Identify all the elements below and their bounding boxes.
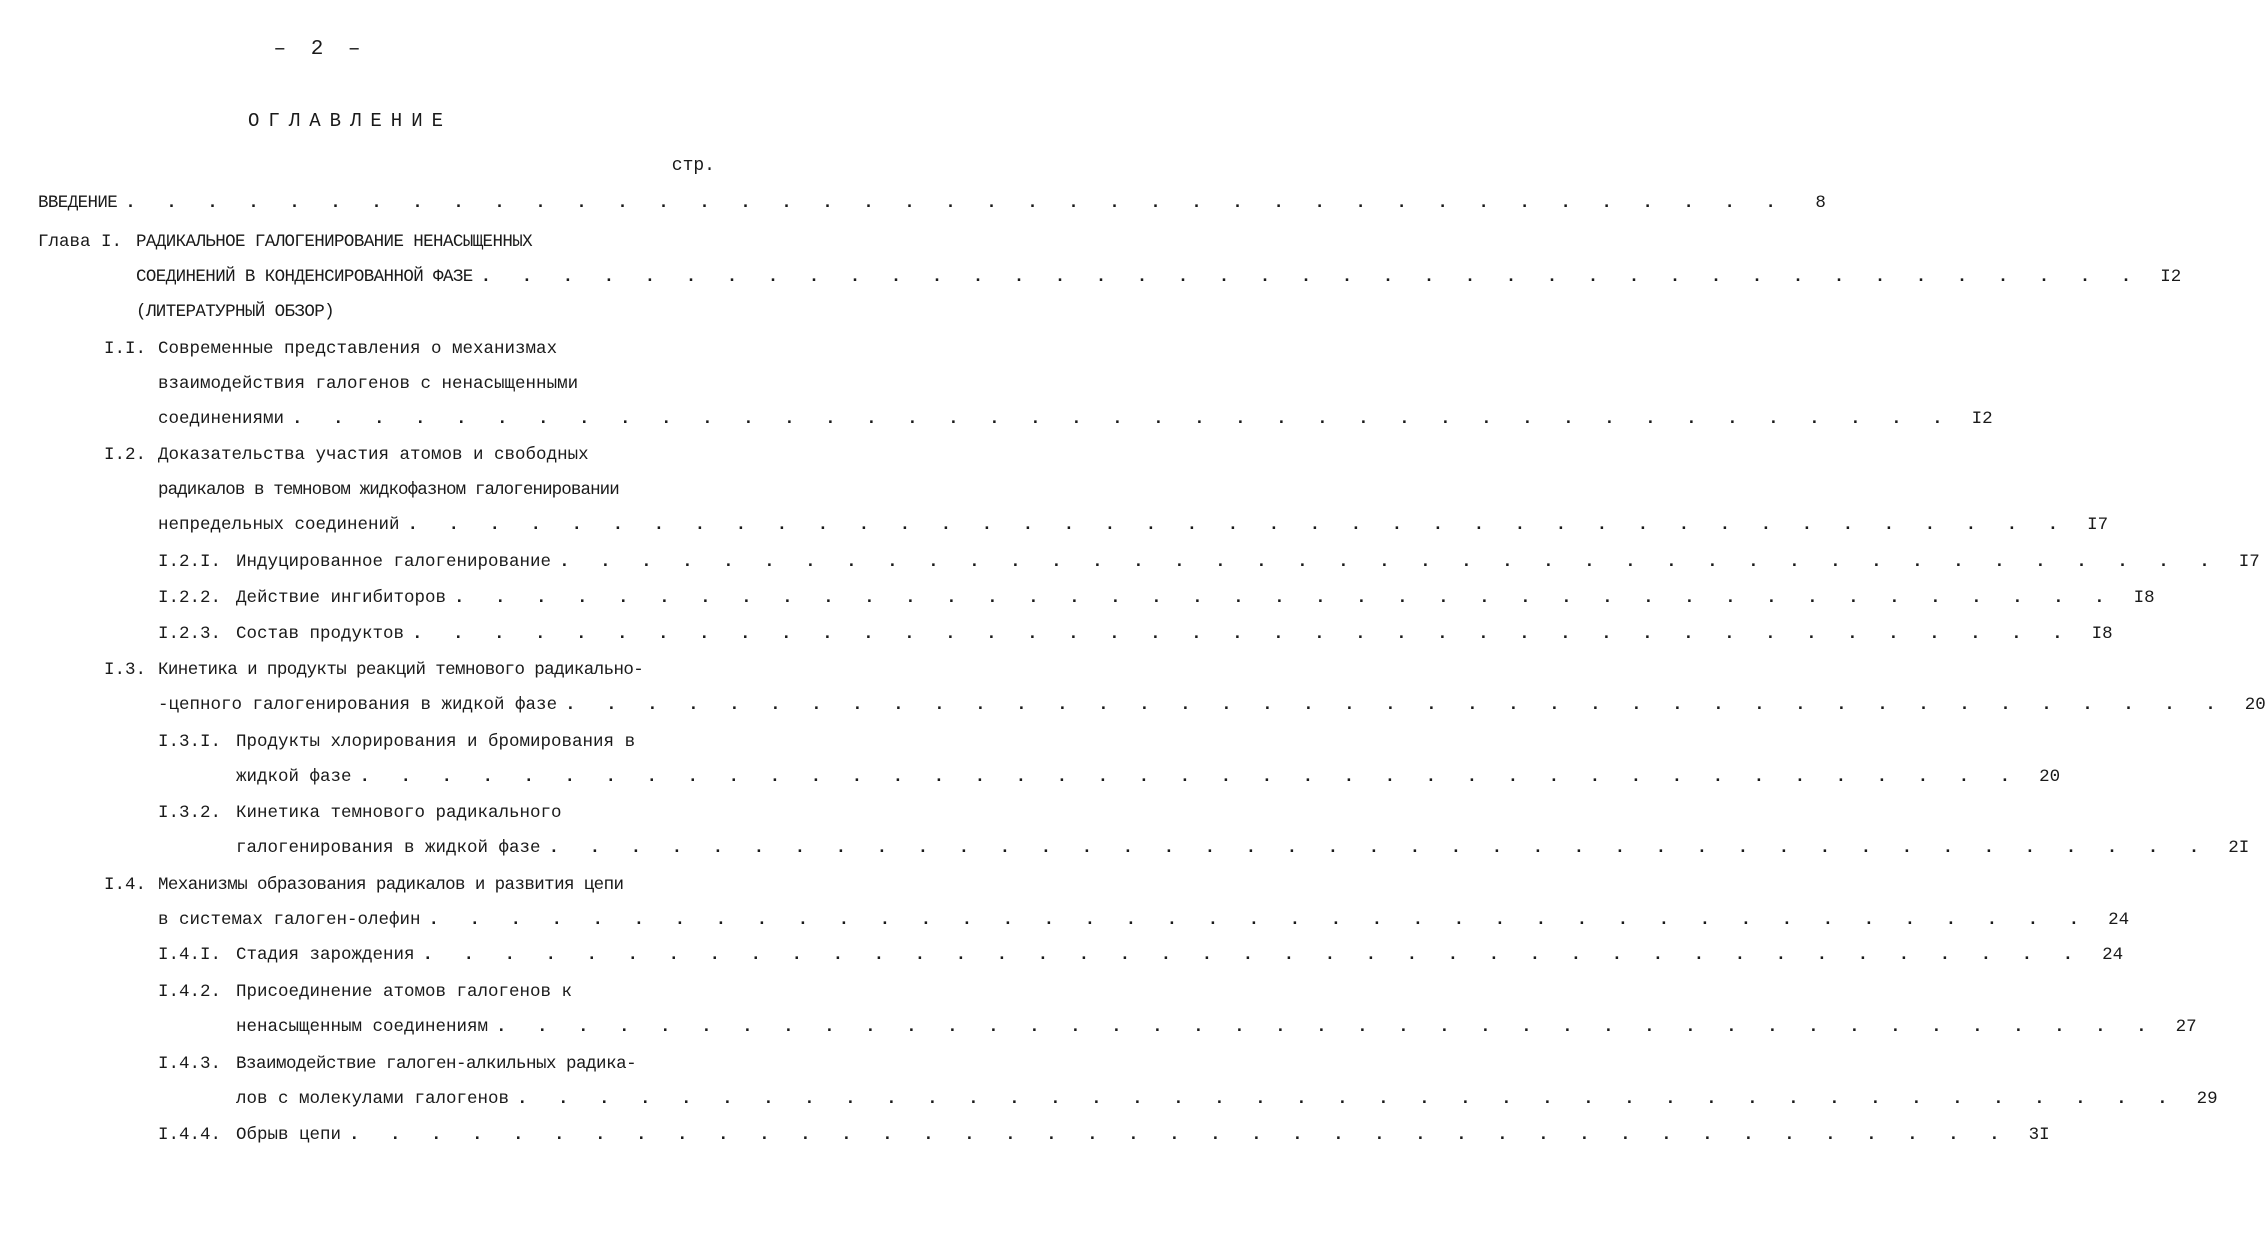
toc-entry-text: взаимодействия галогенов с ненасыщенными xyxy=(158,374,579,394)
toc-entry-s144[interactable] xyxy=(158,1121,2050,1149)
toc-leader-dots: . . . . . . . . . . . . . . . . . . . . . . . . . . . . . . . . . . . . . . . . . xyxy=(496,1017,2157,1037)
toc-entry-text: Кинетика темнового радикального xyxy=(236,803,562,823)
toc-entry-text: СОЕДИНЕНИЙ В КОНДЕНСИРОВАННОЙ ФАЗЕ xyxy=(136,267,473,287)
toc-entry-ch1-line1[interactable] xyxy=(38,228,714,256)
toc-entry-s132-line2[interactable] xyxy=(236,834,2250,862)
toc-entry-text: -цепного галогенирования в жидкой фазе xyxy=(158,695,558,715)
toc-page-number: 20 xyxy=(2039,767,2061,787)
toc-entry-s143-line2[interactable] xyxy=(236,1085,2218,1113)
toc-entry-s131-line2[interactable] xyxy=(236,763,2061,791)
toc-entry-s11-line2 xyxy=(158,370,714,398)
toc-entry-s12-line1[interactable] xyxy=(104,441,714,469)
toc-entry-text: Обрыв цепи xyxy=(236,1125,342,1145)
toc-entry-text: соединениями xyxy=(158,409,285,429)
toc-entry-text: ВВЕДЕНИЕ xyxy=(38,193,118,213)
toc-leader-dots: . . . . . . . . . . . . . . . . . . . . . . . . . . . . . . . . . . . . . . . . . xyxy=(548,838,2210,858)
toc-entry-text: Современные представления о механизмах xyxy=(158,339,558,359)
toc-entry-s143-line1[interactable] xyxy=(158,1050,714,1078)
toc-entry-s142-line2[interactable] xyxy=(236,1013,2197,1041)
toc-leader-dots: . . . . . . . . . . . . . . . . . . . . . . . . . . . . . . . . . . . . . . . . . xyxy=(565,695,2226,715)
toc-entry-text: Стадия зарождения xyxy=(236,945,415,965)
toc-entry-ch1-line2[interactable] xyxy=(136,263,2182,291)
toc-entry-s12-line3[interactable] xyxy=(158,511,2109,539)
toc-page-number: 20 xyxy=(2244,695,2266,715)
toc-leader-dots: . . . . . . . . . . . . . . . . . . . . . . . . . . . . . . . . . . . . . . . . . xyxy=(407,515,2069,535)
toc-entry-number: I.3.I. xyxy=(158,732,222,752)
toc-entry-text: Действие ингибиторов xyxy=(236,588,447,608)
toc-entry-s13-line1[interactable] xyxy=(104,656,714,684)
toc-entry-s12-line2 xyxy=(158,476,714,504)
toc-entry-text: Механизмы образования радикалов и развития цепи xyxy=(158,875,624,895)
toc-leader-dots: . . . . . . . . . . . . . . . . . . . . . . . . . . . . . . . . . . . . . . . . . xyxy=(559,552,2220,572)
toc-entry-s132-line1[interactable] xyxy=(158,799,714,827)
toc-entry-s122[interactable] xyxy=(158,584,2155,612)
page-column-label: стр. xyxy=(671,156,715,176)
toc-entry-number: I.4.I. xyxy=(158,945,222,965)
toc-entry-text: радикалов в темновом жидкофазном галогенировании xyxy=(158,480,619,500)
toc-entry-s121[interactable] xyxy=(158,548,2260,576)
toc-leader-dots: . . . . . . . . . . . . . . . . . . . . . . . . . . . . . . . . . . . . . . . . . xyxy=(480,267,2142,287)
toc-entry-number: I.2. xyxy=(104,445,147,465)
toc-page-number: 2I xyxy=(2228,838,2250,858)
toc-page-number: 29 xyxy=(2196,1089,2218,1109)
toc-page-number: I8 xyxy=(2133,588,2155,608)
toc-leader-dots: . . . . . . . . . . . . . . . . . . . . . . . . . . . . . . . . . . . . . . . . . xyxy=(125,193,1786,213)
toc-entry-number: I.2.2. xyxy=(158,588,222,608)
toc-page-number: 3I xyxy=(2028,1125,2050,1145)
toc-leader-dots: . . . . . . . . . . . . . . . . . . . . . . . . . . . . . . . . . . . . . . . . . xyxy=(422,945,2084,965)
toc-entry-number: I.3. xyxy=(104,660,147,680)
toc-entry-number: I.2.3. xyxy=(158,624,222,644)
toc-entry-s123[interactable] xyxy=(158,620,2113,648)
toc-entry-s14-line2[interactable] xyxy=(158,906,2130,934)
toc-entry-s11-line3[interactable] xyxy=(158,405,1993,433)
toc-entry-text: лов с молекулами галогенов xyxy=(236,1089,510,1109)
toc-leader-dots: . . . . . . . . . . . . . . . . . . . . . . . . . . . . . . . . . . . . . . . . . xyxy=(454,588,2115,608)
toc-entry-s141[interactable] xyxy=(158,941,2124,969)
toc-entry-number: I.4. xyxy=(104,875,147,895)
toc-entry-text: Индуцированное галогенирование xyxy=(236,552,552,572)
page-number: – 2 – xyxy=(273,38,367,61)
toc-entry-number: I.4.3. xyxy=(158,1054,222,1074)
toc-entry-text: Продукты хлорирования и бромирования в xyxy=(236,732,636,752)
toc-entry-s14-line1[interactable] xyxy=(104,871,714,899)
toc-entry-text: РАДИКАЛЬНОЕ ГАЛОГЕНИРОВАНИЕ НЕНАСЫЩЕННЫХ xyxy=(136,232,533,252)
toc-entry-text: ненасыщенным соединениям xyxy=(236,1017,489,1037)
toc-entry-text: Доказательства участия атомов и свободных xyxy=(158,445,589,465)
toc-page-number: I7 xyxy=(2087,515,2109,535)
toc-page-number: 24 xyxy=(2102,945,2124,965)
toc-entry-number: Глава I. xyxy=(38,232,123,252)
toc-entry-text: Кинетика и продукты реакций темнового радикально- xyxy=(158,660,644,680)
toc-entry-ch1-line3 xyxy=(136,298,714,326)
toc-entry-text: жидкой фазе xyxy=(236,767,352,787)
toc-entry-number: I.4.2. xyxy=(158,982,222,1002)
toc-entry-s13-line2[interactable] xyxy=(158,691,2266,719)
toc-leader-dots: . . . . . . . . . . . . . . . . . . . . . . . . . . . . . . . . . . . . . . . . . xyxy=(517,1089,2178,1109)
toc-entry-text: Присоединение атомов галогенов к xyxy=(236,982,573,1002)
toc-leader-dots: . . . . . . . . . . . . . . . . . . . . . . . . . . . . . . . . . . . . . . . . . xyxy=(349,1125,2010,1145)
toc-entry-text: в системах галоген-олефин xyxy=(158,910,421,930)
toc-page-number: 27 xyxy=(2175,1017,2197,1037)
toc-entry-s131-line1[interactable] xyxy=(158,728,714,756)
toc-entry-s142-line1[interactable] xyxy=(158,978,714,1006)
toc-entry-text: галогенирования в жидкой фазе xyxy=(236,838,541,858)
toc-leader-dots: . . . . . . . . . . . . . . . . . . . . . . . . . . . . . . . . . . . . . . . . . xyxy=(359,767,2021,787)
toc-page-number: 8 xyxy=(1815,193,1826,213)
toc-entry-number: I.2.I. xyxy=(158,552,222,572)
toc-page-number: I8 xyxy=(2091,624,2113,644)
toc-entry-intro[interactable] xyxy=(38,189,1826,217)
toc-leader-dots: . . . . . . . . . . . . . . . . . . . . . . . . . . . . . . . . . . . . . . . . . xyxy=(412,624,2073,644)
toc-leader-dots: . . . . . . . . . . . . . . . . . . . . . . . . . . . . . . . . . . . . . . . . . xyxy=(292,409,1953,429)
toc-entry-number: I.3.2. xyxy=(158,803,222,823)
toc-entry-number: I.I. xyxy=(104,339,147,359)
toc-entry-text: непредельных соединений xyxy=(158,515,400,535)
toc-leader-dots: . . . . . . . . . . . . . . . . . . . . . . . . . . . . . . . . . . . . . . . . . xyxy=(428,910,2090,930)
toc-entry-text: (ЛИТЕРАТУРНЫЙ ОБЗОР) xyxy=(136,302,335,322)
toc-entry-text: Состав продуктов xyxy=(236,624,405,644)
toc-entry-number: I.4.4. xyxy=(158,1125,222,1145)
page-title: ОГЛАВЛЕНИЕ xyxy=(247,110,453,132)
toc-entry-s11-line1[interactable] xyxy=(104,335,714,363)
toc-page-number: I7 xyxy=(2238,552,2260,572)
toc-page-number: 24 xyxy=(2108,910,2130,930)
toc-entry-text: Взаимодействие галоген-алкильных радика- xyxy=(236,1054,637,1074)
toc-page-number: I2 xyxy=(2160,267,2182,287)
toc-page-number: I2 xyxy=(1971,409,1993,429)
